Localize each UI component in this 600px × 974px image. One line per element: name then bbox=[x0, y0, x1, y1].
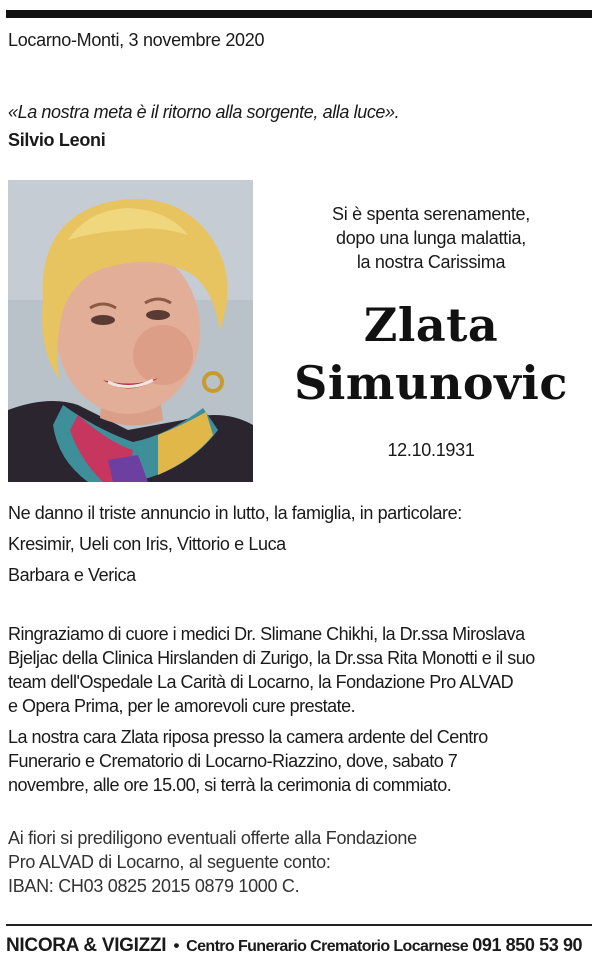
deceased-first-name: Zlata bbox=[363, 298, 499, 352]
thanks-line: Ringraziamo di cuore i medici Dr. Slimane Chikhi, la Dr.ssa Miroslava bbox=[8, 624, 525, 644]
funeral-center-name: Centro Funerario Crematorio Locarnese bbox=[186, 938, 469, 955]
top-rule bbox=[6, 10, 592, 18]
funeral-home-brand: NICORA & VIGIZZI bbox=[6, 935, 167, 956]
deceased-last-name: Simunovic bbox=[294, 356, 568, 410]
ceremony-line: Funerario e Crematorio di Locarno-Riazzino, dove, sabato 7 bbox=[8, 751, 458, 771]
footer-bullet: • bbox=[173, 936, 179, 955]
quote-author: Silvio Leoni bbox=[8, 130, 106, 150]
thanks-line: team dell'Ospedale La Carità di Locarno, la Fondazione Pro ALVAD bbox=[8, 672, 514, 692]
family-line: Ne danno il triste annuncio in lutto, la famiglia, in particolare: bbox=[8, 503, 462, 523]
funeral-home-footer bbox=[6, 935, 596, 957]
bottom-rule bbox=[6, 924, 592, 926]
family-line: Kresimir, Ueli con Iris, Vittorio e Luca bbox=[8, 534, 286, 554]
donation-paragraph bbox=[8, 826, 593, 898]
thanks-paragraph bbox=[8, 622, 596, 718]
thanks-line: e Opera Prima, per le amorevoli cure prestate. bbox=[8, 696, 356, 716]
ceremony-line: novembre, alle ore 15.00, si terrà la cerimonia di commiato. bbox=[8, 775, 452, 795]
thanks-line: Bjeljac della Clinica Hirslanden di Zurigo, la Dr.ssa Rita Monotti e il suo bbox=[8, 648, 535, 668]
donation-iban: IBAN: CH03 0825 2015 0879 1000 C. bbox=[8, 876, 300, 896]
epigraph-quote: «La nostra meta è il ritorno alla sorgente, alla luce». bbox=[8, 102, 400, 122]
funeral-home-phone: 091 850 53 90 bbox=[472, 935, 583, 955]
ceremony-paragraph bbox=[8, 725, 596, 797]
donation-line: Pro ALVAD di Locarno, al seguente conto: bbox=[8, 852, 331, 872]
dateline: Locarno-Monti, 3 novembre 2020 bbox=[8, 30, 265, 50]
intro-line: Si è spenta serenamente, bbox=[332, 204, 530, 224]
announcement-intro bbox=[270, 202, 592, 274]
deceased-portrait-photo bbox=[8, 180, 253, 482]
intro-line: la nostra Carissima bbox=[356, 252, 506, 272]
family-line: Barbara e Verica bbox=[8, 565, 136, 585]
family-announcement bbox=[8, 498, 593, 591]
ceremony-line: La nostra cara Zlata riposa presso la camera ardente del Centro bbox=[8, 727, 488, 747]
donation-line: Ai fiori si prediligono eventuali offerte alla Fondazione bbox=[8, 828, 417, 848]
birth-date: 12.10.1931 bbox=[387, 440, 475, 460]
intro-line: dopo una lunga malattia, bbox=[336, 228, 526, 248]
